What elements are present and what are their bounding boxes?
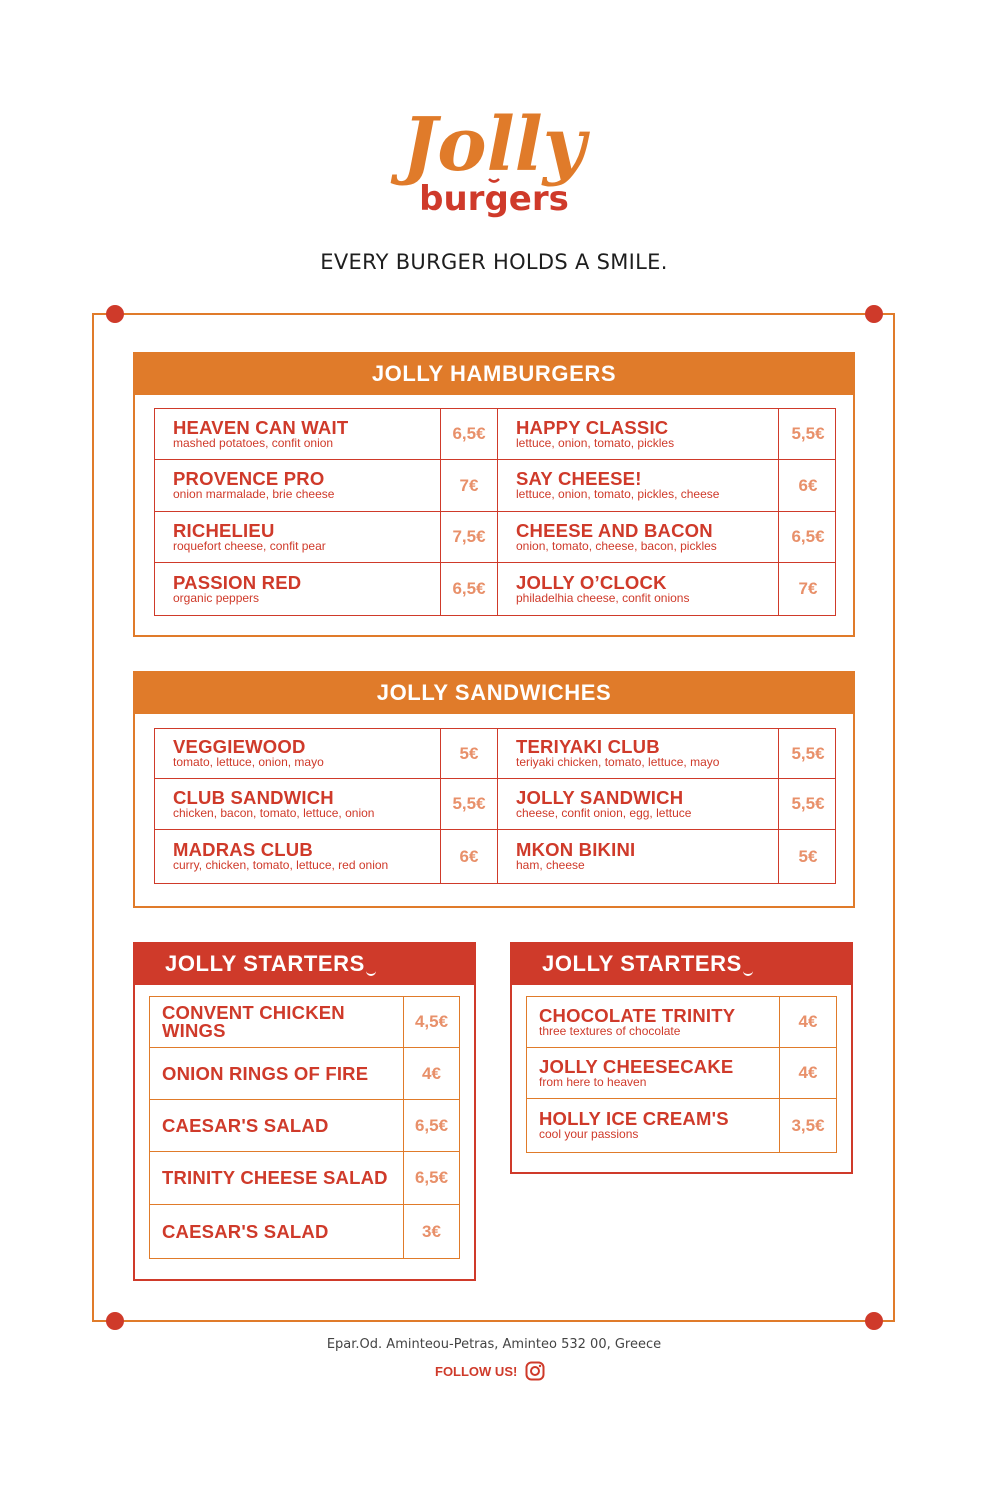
item-price: 6€: [440, 830, 497, 883]
item-price: 4€: [403, 1048, 459, 1099]
item-price: 4€: [779, 997, 836, 1047]
item-price: 5,5€: [778, 729, 837, 778]
item-price: 3,5€: [779, 1099, 836, 1152]
menu-item: CONVENT CHICKEN WINGS 4,5€: [150, 997, 459, 1048]
desserts-section: [510, 942, 853, 1174]
follow-label: FOLLOW US!: [435, 1363, 518, 1379]
item-price: 7,5€: [440, 512, 497, 562]
hamburgers-table: [154, 408, 836, 616]
menu-item: CAESAR'S SALAD 3€: [150, 1205, 459, 1258]
menu-item: PROVENCE PRO onion marmalade, brie cheese 7€: [155, 460, 497, 512]
item-price: 7€: [778, 563, 837, 615]
menu-item: SAY CHEESE! lettuce, onion, tomato, pickles, cheese 6€: [498, 460, 835, 512]
menu-item: JOLLY SANDWICH cheese, confit onion, egg, lettuce 5,5€: [498, 779, 835, 830]
logo-sub: burgers: [419, 179, 569, 219]
sandwiches-title: JOLLY SANDWICHES: [133, 671, 855, 714]
item-price: 6€: [778, 460, 837, 511]
item-price: 6,5€: [403, 1152, 459, 1204]
menu-item: HEAVEN CAN WAIT mashed potatoes, confit onion 6,5€: [155, 409, 497, 460]
address: Epar.Od. Aminteou-Petras, Aminteo 532 00, Greece: [326, 1337, 662, 1352]
sandwiches-table: [154, 728, 836, 884]
menu-item: PASSION RED organic peppers 6,5€: [155, 563, 497, 615]
menu-item: JOLLY CHEESECAKE from here to heaven 4€: [527, 1048, 836, 1099]
menu-item: CHOCOLATE TRINITY three textures of chocolate 4€: [527, 997, 836, 1048]
menu-item: TRINITY CHEESE SALAD 6,5€: [150, 1152, 459, 1205]
hamburgers-section: [133, 352, 855, 637]
starters-section: [133, 942, 476, 1281]
item-price: 5,5€: [778, 779, 837, 829]
tagline: EVERY BURGER HOLDS A SMILE.: [320, 250, 668, 274]
hamburgers-title: JOLLY HAMBURGERS: [133, 352, 855, 395]
menu-item: MADRAS CLUB curry, chicken, tomato, lettuce, red onion 6€: [155, 830, 497, 883]
corner-dot: [106, 1312, 124, 1330]
corner-dot: [865, 1312, 883, 1330]
corner-dot: [106, 305, 124, 323]
item-price: 6,5€: [440, 409, 497, 459]
sandwiches-section: [133, 671, 855, 908]
desserts-title: JOLLY STARTERS: [510, 942, 853, 985]
item-price: 4€: [779, 1048, 836, 1098]
item-price: 5,5€: [778, 409, 837, 459]
corner-dot: [865, 305, 883, 323]
instagram-icon[interactable]: [525, 1361, 545, 1381]
item-price: 5€: [778, 830, 837, 883]
starters-table: [149, 996, 460, 1259]
item-price: 5,5€: [440, 779, 497, 829]
item-price: 4,5€: [403, 997, 459, 1047]
menu-item: RICHELIEU roquefort cheese, confit pear 7,5€: [155, 512, 497, 563]
brand-logo: [0, 100, 988, 220]
menu-item: CHEESE AND BACON onion, tomato, cheese, bacon, pickles 6,5€: [498, 512, 835, 563]
follow-us[interactable]: [435, 1361, 545, 1381]
item-price: 3€: [403, 1205, 459, 1258]
starters-title: JOLLY STARTERS: [133, 942, 476, 985]
menu-item: VEGGIEWOOD tomato, lettuce, onion, mayo 5€: [155, 729, 497, 779]
item-price: 5€: [440, 729, 497, 778]
menu-item: TERIYAKI CLUB teriyaki chicken, tomato, lettuce, mayo 5,5€: [498, 729, 835, 779]
desserts-table: [526, 996, 837, 1153]
item-price: 6,5€: [403, 1100, 459, 1151]
menu-item: HOLLY ICE CREAM'S cool your passions 3,5€: [527, 1099, 836, 1152]
item-price: 6,5€: [440, 563, 497, 615]
menu-item: ONION RINGS OF FIRE 4€: [150, 1048, 459, 1100]
menu-item: MKON BIKINI ham, cheese 5€: [498, 830, 835, 883]
menu-item: JOLLY O’CLOCK philadelhia cheese, confit onions 7€: [498, 563, 835, 615]
item-price: 6,5€: [778, 512, 837, 562]
logo-word: Jolly: [402, 102, 586, 188]
menu-item: CAESAR'S SALAD 6,5€: [150, 1100, 459, 1152]
menu-item: CLUB SANDWICH chicken, bacon, tomato, lettuce, onion 5,5€: [155, 779, 497, 830]
item-price: 7€: [440, 460, 497, 511]
menu-item: HAPPY CLASSIC lettuce, onion, tomato, pickles 5,5€: [498, 409, 835, 460]
